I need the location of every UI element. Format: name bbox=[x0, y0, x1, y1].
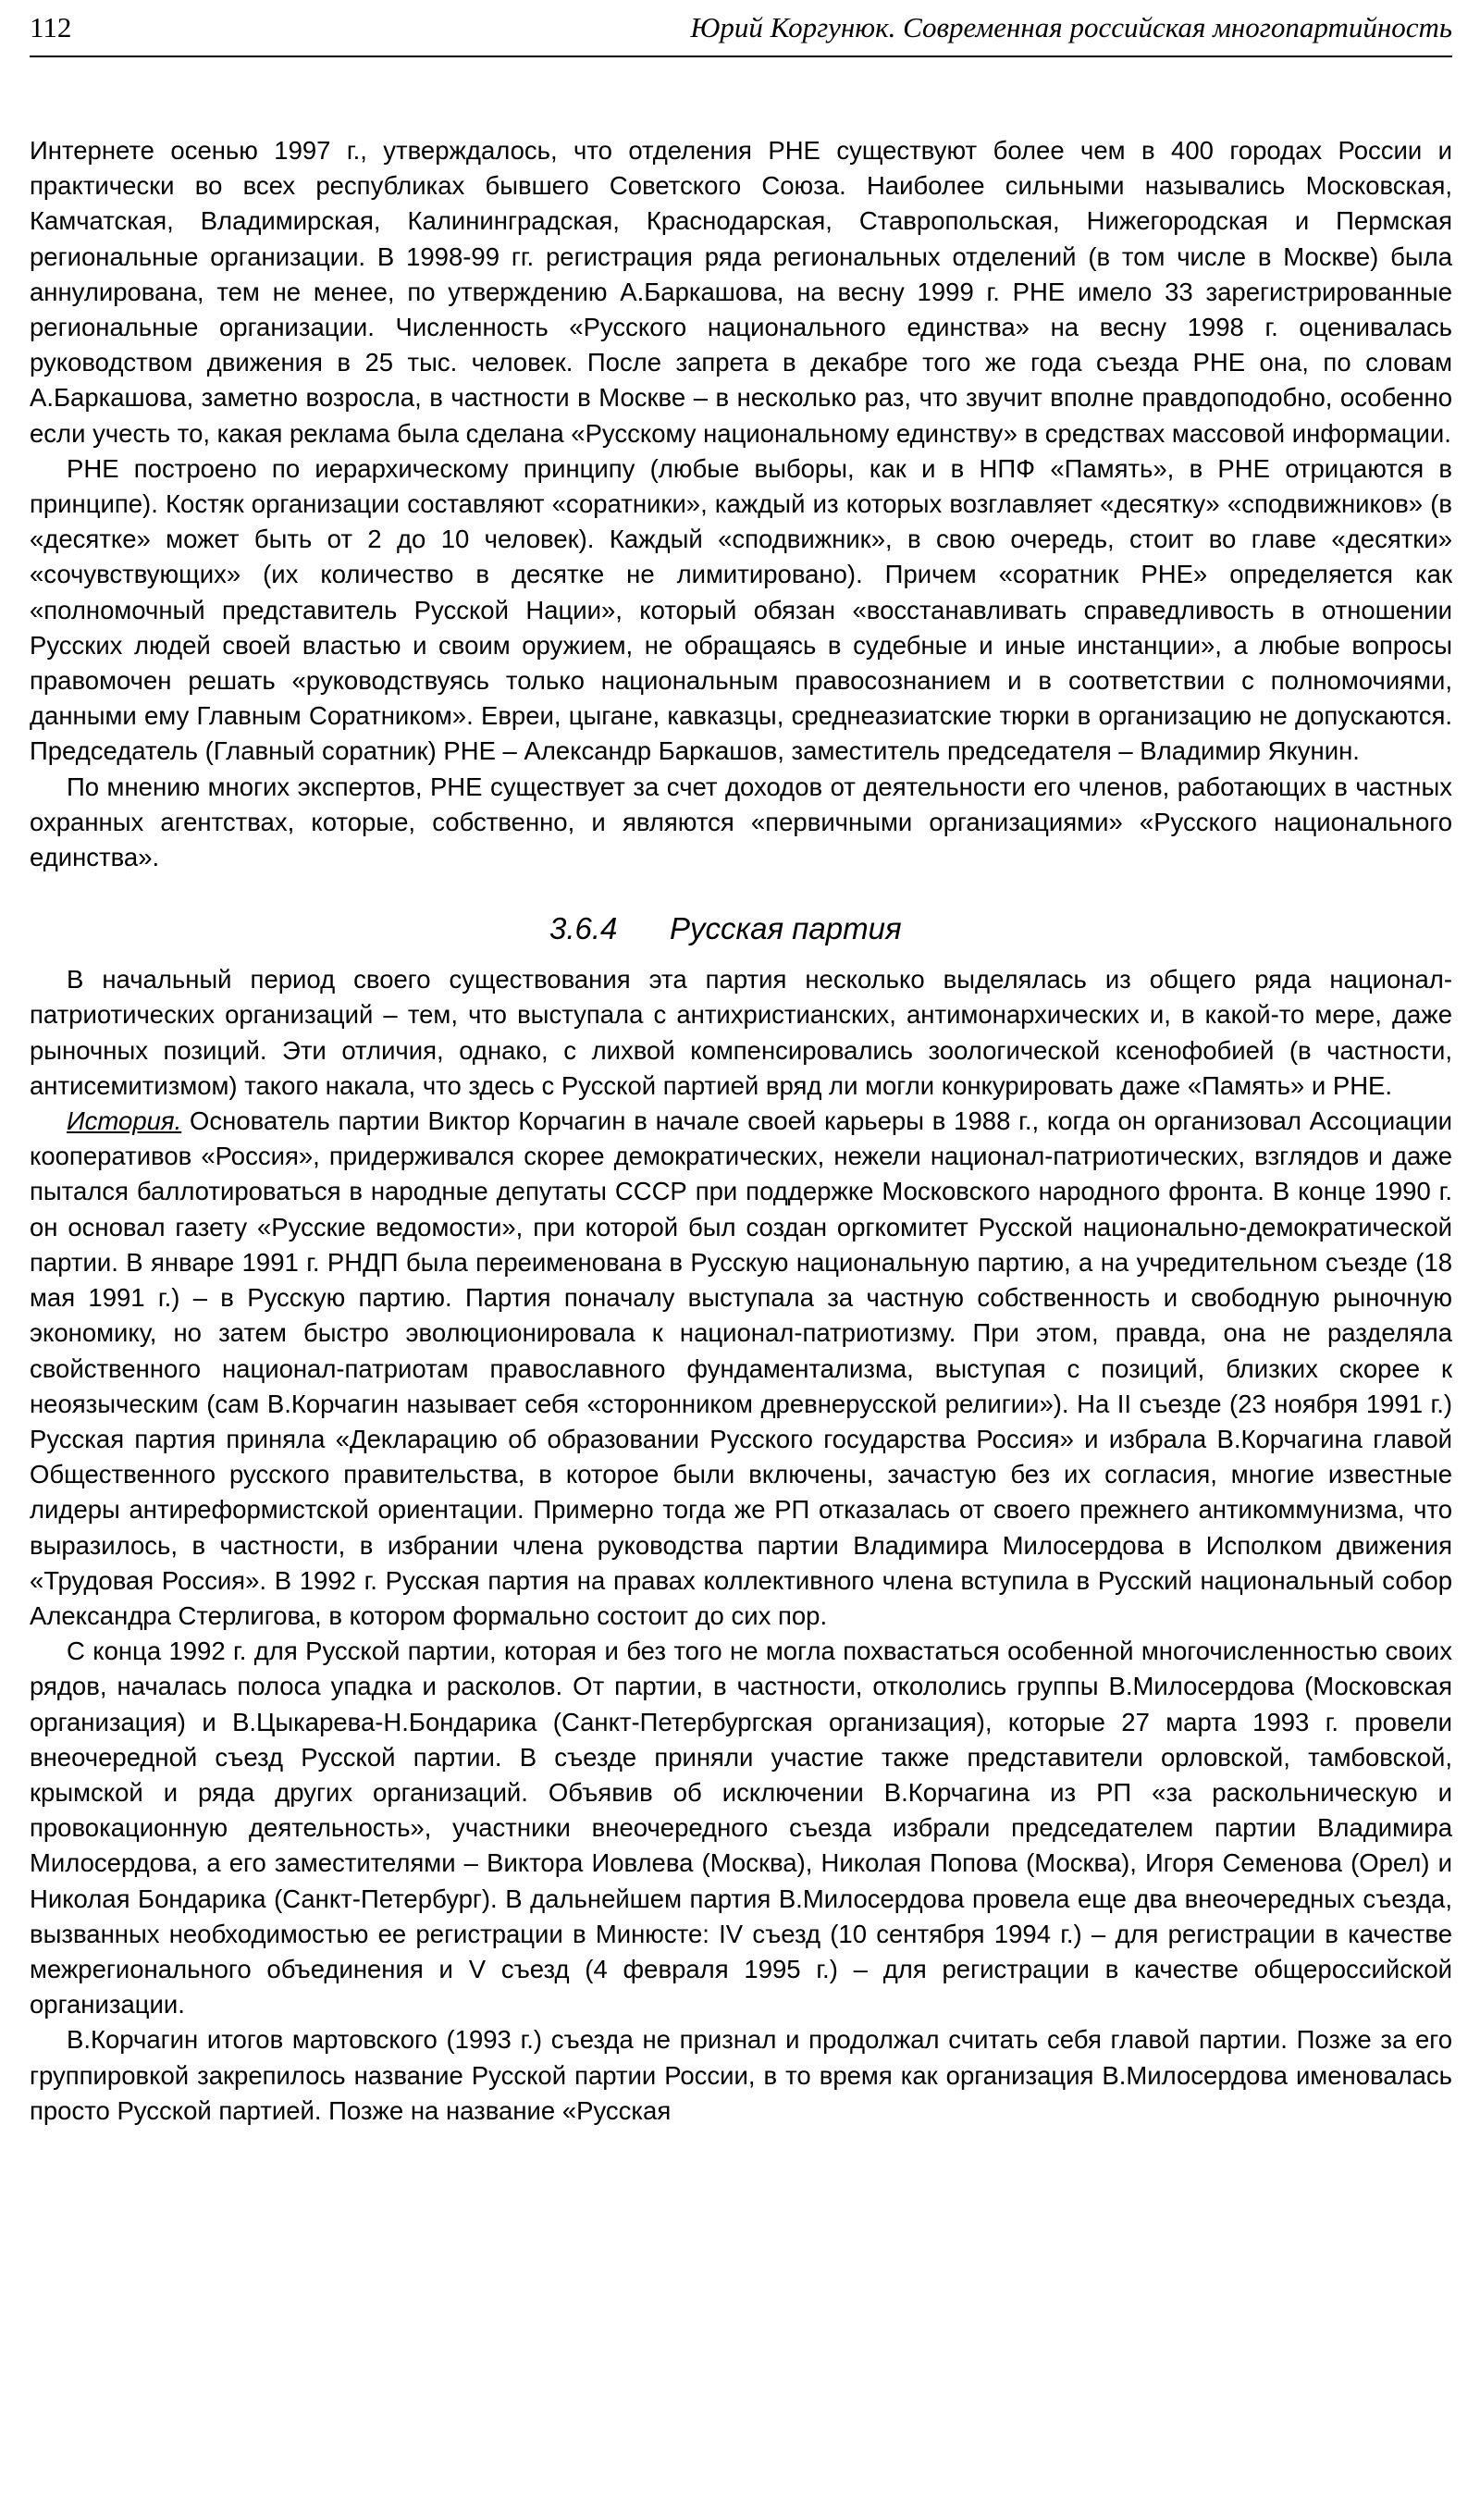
section-title: Русская партия bbox=[670, 911, 902, 946]
document-page bbox=[30, 0, 1452, 2520]
section-body bbox=[30, 962, 1452, 2129]
section-heading bbox=[30, 908, 1452, 949]
paragraph: РНЕ построено по иерархическому принципу (любые выборы, как и в НПФ «Память», в РНЕ отрицаются в принципе). Костяк организации составляют «соратники», каждый из которых возглавляет «десятку» «сподвижников» (в «десятке» может быть от 2 до 10 человек). Каждый «сподвижник», в свою очередь, стоит во главе «десятки» «сочувствующих» (их количество в десятке не лимитировано). Причем «соратник РНЕ» определяется как «полномочный представитель Русской Нации», который обязан «восстанавливать справедливость в отношении Русских людей своей властью и своим оружием, не обращаясь в судебные и иные инстанции», а любые вопросы правомочен решать «руководствуясь только национальным правосознанием и в соответствии с полномочиями, данными ему Главным Соратником». Евреи, цыгане, кавказцы, среднеазиатские тюрки в организацию не допускаются. Председатель (Главный соратник) РНЕ – Александр Баркашов, заместитель председателя – Владимир Якунин. bbox=[30, 453, 1452, 766]
paragraph: В.Корчагин итогов мартовского (1993 г.) съезда не признал и продолжал считать себя главой партии. Позже за его группировкой закрепилось название Русской партии России, в то время как организация В.Милосердова именовалась просто Русской партией. Позже на название «Русская bbox=[30, 2025, 1452, 2125]
paragraph-text: Основатель партии Виктор Корчагин в начале своей карьеры в 1988 г., когда он организовал Ассоциации кооперативов «Россия», придерживался скорее демократических, нежели национал-патриотических, взглядов и даже пытался баллотироваться в народные депутаты СССР при поддержке Московского народного фронта. В конце 1990 г. он основал газету «Русские ведомости», при которой был создан оргкомитет Русской национально-демократической партии. В январе 1991 г. РНДП была переименована в Русскую национальную партию, а на учредительном съезде (18 мая 1991 г.) – в Русскую партию. Партия поначалу выступала за частную собственность и свободную рыночную экономику, но затем быстро эволюционировала к национал-патриотизму. При этом, правда, она не разделяла свойственного национал-патриотам православного фундаментализма, выступая с позиций, близких скорее к неоязыческим (сам В.Корчагин называет себя «сторонником древнерусской религии»). На II съезде (23 ноября 1991 г.) Русская партия приняла «Декларацию об образовании Русского государства Россия» и избрала В.Корчагина главой Общественного русского правительства, в которое были включены, зачастую без их согласия, многие известные лидеры антиреформистской ориентации. Примерно тогда же РП отказалась от своего прежнего антикоммунизма, что выразилось, в частности, в избрании члена руководства партии Владимира Милосердова в Исполком движения «Трудовая Россия». В 1992 г. Русская партия на правах коллективного члена вступила в Русский национальный собор Александра Стерлигова, в котором формально состоит до сих пор. bbox=[30, 1106, 1452, 1630]
paragraph-history bbox=[30, 1104, 1452, 1634]
running-header bbox=[30, 0, 1452, 57]
body-text bbox=[30, 133, 1452, 875]
history-lead: История. bbox=[67, 1106, 182, 1136]
paragraph: По мнению многих экспертов, РНЕ существует за счет доходов от деятельности его членов, работающих в частных охранных агентствах, которые, собственно, и являются «первичными организациями» «Русского национального единства». bbox=[30, 772, 1452, 872]
page-number: 112 bbox=[30, 11, 72, 43]
paragraph: С конца 1992 г. для Русской партии, которая и без того не могла похвастаться особенной многочисленностью своих рядов, началась полоса упадка и расколов. От партии, в частности, откололись группы В.Милосердова (Московская организация) и В.Цыкарева-Н.Бондарика (Санкт-Петербургская организация), которые 27 марта 1993 г. провели внеочередной съезд Русской партии. В съезде приняли участие также представители орловской, тамбовской, крымской и ряда других организаций. Объявив об исключении В.Корчагина из РП «за раскольническую и провокационную деятельность», участники внеочередного съезда избрали председателем партии Владимира Милосердова, а его заместителями – Виктора Иовлева (Москва), Николая Попова (Москва), Игоря Семенова (Орел) и Николая Бондарика (Санкт-Петербург). В дальнейшем партия В.Милосердова провела еще два внеочередных съезда, вызванных необходимостью ее регистрации в Минюсте: IV съезд (10 сентября 1994 г.) – для регистрации в качестве межрегионального объединения и V съезд (4 февраля 1995 г.) – для регистрации в качестве общероссийской организации. bbox=[30, 1637, 1452, 2020]
running-title: Юрий Коргунюк. Современная российская многопартийность bbox=[690, 11, 1452, 43]
paragraph: В начальный период своего существования эта партия несколько выделялась из общего ряда национал-патриотических организаций – тем, что выступала с антихристианских, антимонархических и, в какой-то мере, даже рыночных позиций. Эти отличия, однако, с лихвой компенсировались зоологической ксенофобией (в частности, антисемитизмом) такого накала, что здесь с Русской партией вряд ли могли конкурировать даже «Память» и РНЕ. bbox=[30, 965, 1452, 1100]
section-number: 3.6.4 bbox=[549, 911, 618, 946]
paragraph: Интернете осенью 1997 г., утверждалось, что отделения РНЕ существуют более чем в 400 городах России и практически во всех республиках бывшего Советского Союза. Наиболее сильными назывались Московская, Камчатская, Владимирская, Калининградская, Краснодарская, Ставропольская, Нижегородская и Пермская региональные организации. В 1998-99 гг. регистрация ряда региональных отделений (в том числе в Москве) была аннулирована, тем не менее, по утверждению А.Баркашова, на весну 1999 г. РНЕ имело 33 зарегистрированные региональные организации. Численность «Русского национального единства» на весну 1998 г. оценивалась руководством движения в 25 тыс. человек. После запрета в декабре того же года съезда РНЕ она, по словам А.Баркашова, заметно возросла, в частности в Москве – в несколько раз, что звучит вполне правдоподобно, особенно если учесть то, какая реклама была сделана «Русскому национальному единству» в средствах массовой информации. bbox=[30, 136, 1452, 448]
